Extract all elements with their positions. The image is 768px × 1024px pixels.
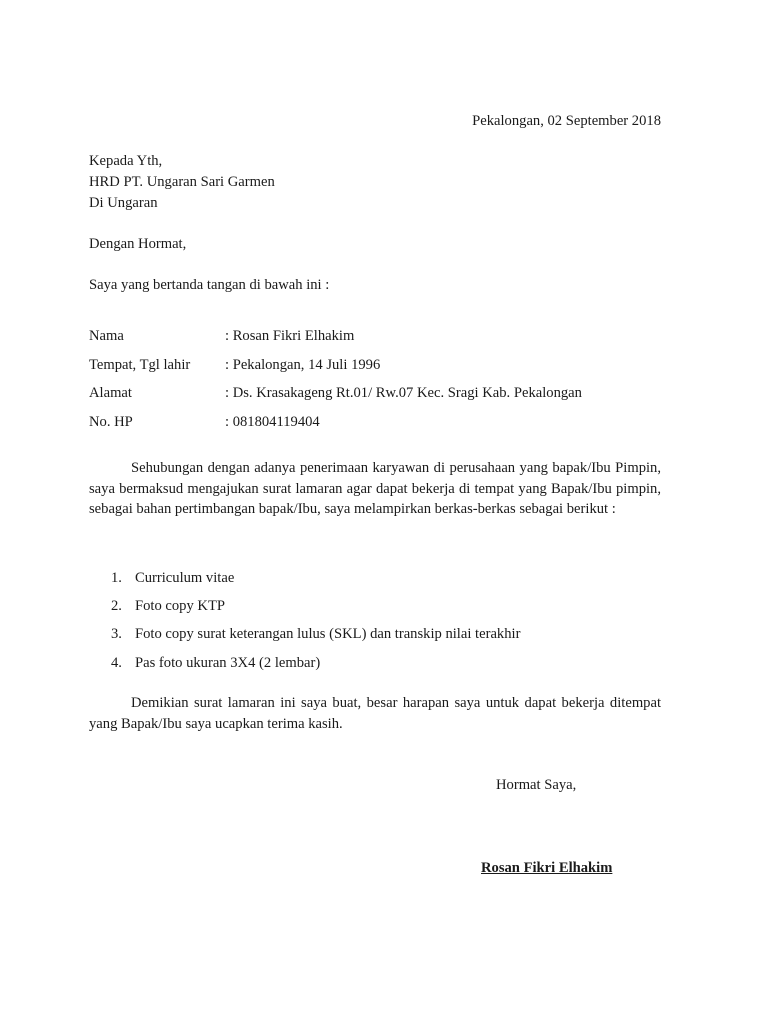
recipient-line-1: Kepada Yth, (89, 153, 163, 169)
list-number: 1. (111, 569, 122, 586)
recipient-line-3: Di Ungaran (89, 195, 158, 211)
list-number: 4. (111, 654, 122, 671)
identity-row-name (89, 322, 582, 351)
identity-row-phone (89, 408, 582, 437)
body-paragraph: Sehubungan dengan adanya penerimaan karyawan di perusahaan yang bapak/Ibu Pimpin, saya bermaksud mengajukan surat lamaran agar dapat bekerja di tempat yang Bapak/Ibu pimpin, sebagai bahan pertimbangan bapak/Ibu, saya melampirkan berkas-berkas sebagai berikut : (89, 460, 661, 517)
intro-line: Saya yang bertanda tangan di bawah ini : (89, 277, 330, 293)
attachment-list (111, 564, 520, 677)
list-text: Pas foto ukuran 3X4 (2 lembar) (135, 654, 321, 671)
identity-table (89, 322, 582, 437)
signer-name: Rosan Fikri Elhakim (481, 860, 613, 876)
identity-label: Tempat, Tgl lahir (89, 356, 191, 373)
list-number: 3. (111, 626, 122, 643)
list-text: Curriculum vitae (135, 569, 235, 586)
list-item (111, 564, 520, 592)
identity-label: No. HP (89, 413, 133, 430)
recipient-line-2: HRD PT. Ungaran Sari Garmen (89, 174, 275, 190)
list-item (111, 649, 520, 677)
sign-off: Hormat Saya, (496, 777, 577, 793)
identity-value: : Pekalongan, 14 Juli 1996 (225, 356, 381, 373)
identity-value: : 081804119404 (225, 413, 320, 430)
identity-label: Alamat (89, 385, 132, 402)
list-text: Foto copy KTP (135, 597, 225, 614)
identity-value: : Ds. Krasakageng Rt.01/ Rw.07 Kec. Sragi Kab. Pekalongan (225, 385, 582, 402)
identity-row-birth (89, 351, 582, 380)
recipient-address (89, 151, 275, 214)
place-date: Pekalongan, 02 September 2018 (472, 113, 661, 129)
greeting: Dengan Hormat, (89, 236, 187, 252)
list-number: 2. (111, 597, 122, 614)
list-text: Foto copy surat keterangan lulus (SKL) dan transkip nilai terakhir (135, 626, 521, 643)
list-item (111, 621, 520, 649)
closing-paragraph: Demikian surat lamaran ini saya buat, besar harapan saya untuk dapat bekerja ditempat yang Bapak/Ibu saya ucapkan terima kasih. (89, 695, 661, 732)
identity-label: Nama (89, 327, 124, 344)
identity-row-address (89, 379, 582, 408)
identity-value: : Rosan Fikri Elhakim (225, 327, 355, 344)
list-item (111, 592, 520, 620)
